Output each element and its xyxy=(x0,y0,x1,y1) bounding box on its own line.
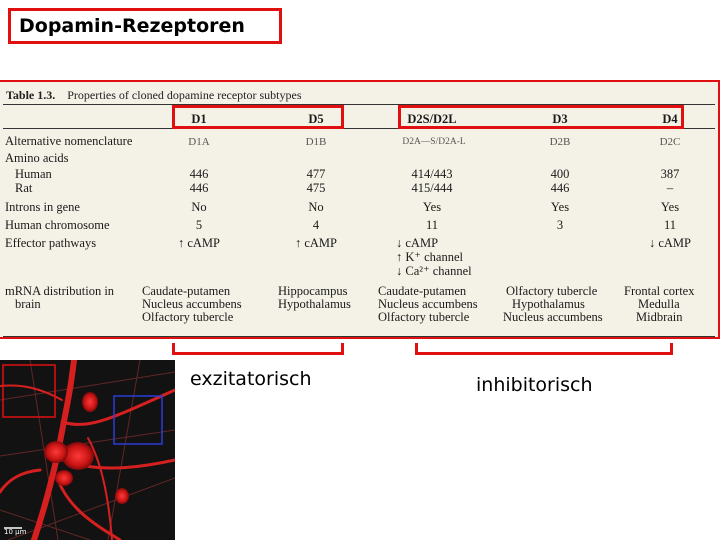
cell-mrna-d4-3: Midbrain xyxy=(636,310,683,324)
cell-mrna-d4-2: Medulla xyxy=(638,297,680,311)
cell-alt-d3: D2B xyxy=(549,136,571,148)
table-caption-text: Properties of cloned dopamine receptor subtypes xyxy=(67,88,302,102)
cell-introns-d5: No xyxy=(308,200,324,214)
table-rule-bottom xyxy=(3,336,715,337)
inhibitory-label: inhibitorisch xyxy=(476,374,593,396)
cell-human-d1: 446 xyxy=(189,167,209,181)
cell-chromosome-d2: 11 xyxy=(425,218,439,232)
cell-chromosome-d4: 11 xyxy=(663,218,677,232)
cell-effector-d5: ↑ cAMP xyxy=(294,236,338,250)
cell-alt-d5: D1B xyxy=(305,136,327,148)
row-label-human: Human xyxy=(15,167,52,181)
neuron-micrograph xyxy=(0,360,175,540)
cell-mrna-d2-2: Nucleus accumbens xyxy=(378,297,478,311)
cell-mrna-d3-3: Nucleus accumbens xyxy=(503,310,603,324)
cell-alt-d4: D2C xyxy=(659,136,681,148)
cell-introns-d3: Yes xyxy=(550,200,570,214)
cell-chromosome-d1: 5 xyxy=(195,218,203,232)
cell-mrna-d4-1: Frontal cortex xyxy=(624,284,695,298)
cell-introns-d2: Yes xyxy=(422,200,442,214)
inhibitory-bracket xyxy=(415,343,673,355)
cell-mrna-d5-2: Hypothalamus xyxy=(278,297,351,311)
cell-alt-d1: D1A xyxy=(188,136,210,148)
cell-effector-d2-camp: ↓ cAMP xyxy=(396,236,439,250)
excitatory-bracket xyxy=(172,343,344,355)
row-label-mrna: mRNA distribution in xyxy=(5,284,115,298)
cell-mrna-d3-2: Hypothalamus xyxy=(512,297,585,311)
cell-human-d3: 400 xyxy=(550,167,570,181)
cell-effector-d1: ↑ cAMP xyxy=(177,236,221,250)
cell-rat-d3: 446 xyxy=(550,181,570,195)
cell-rat-d1: 446 xyxy=(189,181,209,195)
cell-introns-d4: Yes xyxy=(660,200,680,214)
header-d2: D2S/D2L xyxy=(407,112,457,126)
excitatory-label: exzitatorisch xyxy=(190,368,312,390)
cell-human-d2: 414/443 xyxy=(411,167,453,181)
cell-rat-d4: – xyxy=(666,181,674,195)
header-d4: D4 xyxy=(662,112,678,126)
cell-effector-d2-k-channel: ↑ K⁺ channel xyxy=(396,250,463,264)
row-label-chromosome: Human chromosome xyxy=(5,218,110,232)
slide-title: Dopamin-Rezeptoren xyxy=(8,8,282,44)
header-d5: D5 xyxy=(308,112,324,126)
micrograph-scale-label: 10 µm xyxy=(4,528,27,536)
cell-mrna-d1-3: Olfactory tubercle xyxy=(142,310,234,324)
header-d1: D1 xyxy=(191,112,207,126)
cell-effector-d2-ca-channel: ↓ Ca²⁺ channel xyxy=(396,264,472,278)
header-d3: D3 xyxy=(552,112,568,126)
cell-human-d4: 387 xyxy=(660,167,680,181)
neuron-micrograph-image xyxy=(0,360,175,540)
row-label-mrna-brain: brain xyxy=(15,297,41,311)
row-label-amino-acids: Amino acids xyxy=(5,151,69,165)
row-label-rat: Rat xyxy=(15,181,33,195)
cell-chromosome-d5: 4 xyxy=(312,218,320,232)
table-caption xyxy=(6,88,302,103)
cell-mrna-d2-1: Caudate-putamen xyxy=(378,284,467,298)
cell-effector-d4: ↓ cAMP xyxy=(648,236,692,250)
row-label-alt-nomenclature: Alternative nomenclature xyxy=(5,134,133,148)
cell-mrna-d5-1: Hippocampus xyxy=(278,284,348,298)
cell-human-d5: 477 xyxy=(306,167,326,181)
table-number: Table 1.3. xyxy=(6,88,56,102)
cell-mrna-d1-2: Nucleus accumbens xyxy=(142,297,242,311)
row-label-introns: Introns in gene xyxy=(5,200,80,214)
cell-chromosome-d3: 3 xyxy=(556,218,564,232)
row-label-effector: Effector pathways xyxy=(5,236,97,250)
cell-mrna-d3-1: Olfactory tubercle xyxy=(506,284,598,298)
cell-alt-d2: D2A—S/D2A-L xyxy=(402,137,466,147)
cell-rat-d5: 475 xyxy=(306,181,326,195)
cell-rat-d2: 415/444 xyxy=(411,181,453,195)
receptor-table xyxy=(0,80,720,339)
cell-mrna-d2-3: Olfactory tubercle xyxy=(378,310,470,324)
cell-introns-d1: No xyxy=(191,200,207,214)
cell-mrna-d1-1: Caudate-putamen xyxy=(142,284,231,298)
